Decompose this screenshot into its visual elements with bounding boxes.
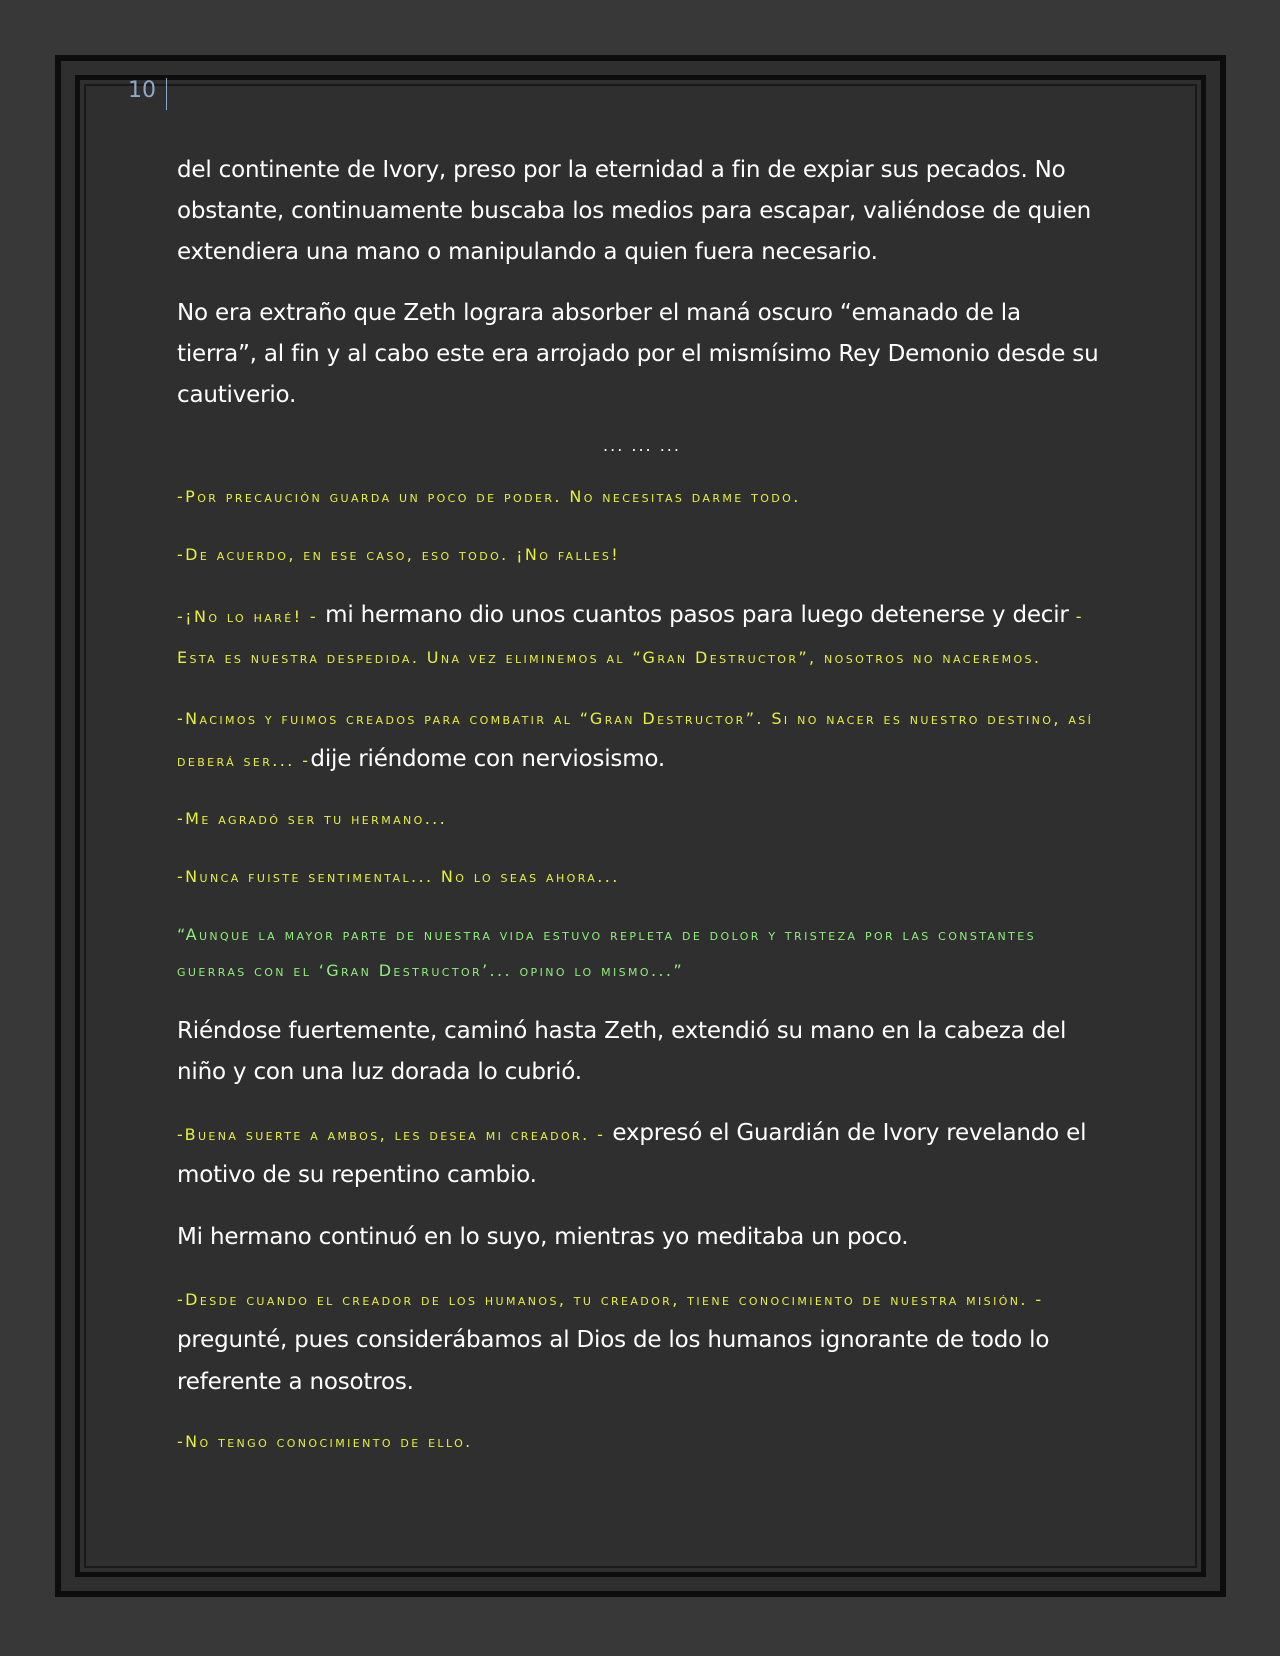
narration-span: mi hermano dio unos cuantos pasos para luego detenerse y decir	[318, 602, 1076, 628]
page-number: 10	[128, 78, 156, 103]
mixed-paragraph-2	[177, 698, 1107, 781]
page-number-divider	[166, 78, 167, 110]
scene-separator: ... ... ...	[603, 436, 681, 455]
narration-span: expresó el Guardián de Ivory revelando el motivo de su repentino cambio.	[177, 1120, 1087, 1188]
dialog-line-3: -Me agradó ser tu hermano...	[177, 809, 448, 828]
dialog-span: - Esta es nuestra despedida. Una vez eliminemos al “Gran Destructor”, nosotros no naceremos.	[177, 607, 1084, 667]
paragraph-1: del continente de Ivory, preso por la eternidad a fin de expiar sus pecados. No obstante, continuamente buscaba los medios para escapar, valiéndose de quien extendiera una mano o manipulando a quien fuera necesario.	[177, 157, 1091, 265]
mixed-paragraph-1	[177, 595, 1107, 678]
paragraph-3: Riéndose fuertemente, caminó hasta Zeth, extendió su mano en la cabeza del niño y con una luz dorada lo cubrió.	[177, 1018, 1067, 1085]
dialog-span: -Buena suerte a ambos, les desea mi creador. -	[177, 1125, 606, 1144]
dialog-span: -Nacimos y fuimos creados para combatir al “Gran Destructor”. Si no nacer es nuestro destino, así deberá ser... -	[177, 709, 1094, 770]
page-content	[177, 150, 1107, 1482]
narration-span: dije riéndome con nerviosismo.	[310, 746, 665, 772]
dialog-span: -¡No lo haré! -	[177, 607, 319, 626]
dialog-line-1: -Por precaución guarda un poco de poder. No necesitas darme todo.	[177, 487, 801, 506]
narration-span: pregunté, pues considerábamos al Dios de los humanos ignorante de todo lo referente a nosotros.	[177, 1327, 1050, 1395]
mixed-paragraph-3	[177, 1113, 1107, 1197]
dialog-line-2: -De acuerdo, en ese caso, eso todo. ¡No falles!	[177, 545, 621, 564]
paragraph-4: Mi hermano continuó en lo suyo, mientras yo meditaba un poco.	[177, 1224, 909, 1250]
dialog-span: -Desde cuando el creador de los humanos, tu creador, tiene conocimiento de nuestra misión. -	[177, 1290, 1044, 1309]
paragraph-2: No era extraño que Zeth lograra absorber el maná oscuro “emanado de la tierra”, al fin y al cabo este era arrojado por el mismísimo Rey Demonio desde su cautiverio.	[177, 300, 1099, 408]
mixed-paragraph-4	[177, 1278, 1107, 1404]
thought-line: “Aunque la mayor parte de nuestra vida estuvo repleta de dolor y tristeza por las constantes guerras con el ‘Gran Destructor’... opino lo mismo...”	[177, 925, 1036, 980]
dialog-line-4: -Nunca fuiste sentimental... No lo seas ahora...	[177, 867, 620, 886]
dialog-line-5: -No tengo conocimiento de ello.	[177, 1432, 473, 1451]
